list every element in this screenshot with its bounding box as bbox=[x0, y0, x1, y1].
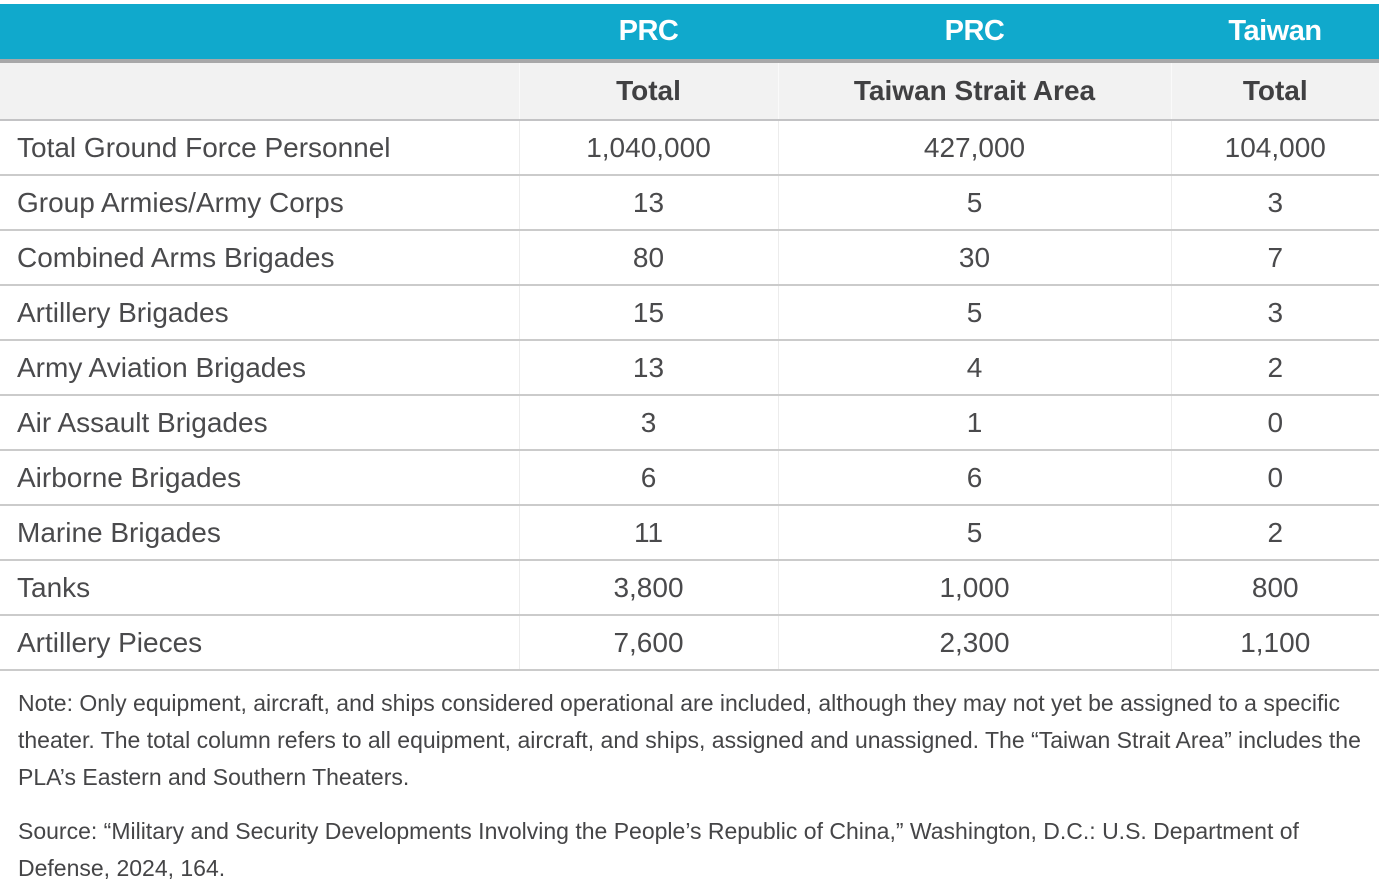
country-header-row bbox=[0, 4, 1379, 61]
cell-prc-strait: 30 bbox=[778, 230, 1171, 285]
row-label: Marine Brigades bbox=[0, 505, 519, 560]
country-header-taiwan: Taiwan bbox=[1171, 4, 1379, 61]
sub-header-blank-cell bbox=[0, 61, 519, 120]
table-row-army-aviation-brigades bbox=[0, 340, 1379, 395]
table-row-artillery-pieces bbox=[0, 615, 1379, 670]
cell-taiwan-total: 800 bbox=[1171, 560, 1379, 615]
table-row-airborne-brigades bbox=[0, 450, 1379, 505]
cell-prc-total: 1,040,000 bbox=[519, 120, 778, 175]
cell-prc-total: 6 bbox=[519, 450, 778, 505]
cell-taiwan-total: 1,100 bbox=[1171, 615, 1379, 670]
cell-taiwan-total: 0 bbox=[1171, 395, 1379, 450]
cell-taiwan-total: 7 bbox=[1171, 230, 1379, 285]
table-row-tanks bbox=[0, 560, 1379, 615]
cell-prc-total: 13 bbox=[519, 175, 778, 230]
cell-prc-total: 11 bbox=[519, 505, 778, 560]
ground-forces-comparison-table bbox=[0, 4, 1379, 671]
cell-taiwan-total: 3 bbox=[1171, 285, 1379, 340]
source-text: Source: “Military and Security Developments Involving the People’s Republic of China,” Washington, D.C.: U.S. Department of Defense, 2024, 164. bbox=[18, 818, 1299, 881]
table-row-group-armies bbox=[0, 175, 1379, 230]
cell-prc-total: 3 bbox=[519, 395, 778, 450]
cell-taiwan-total: 3 bbox=[1171, 175, 1379, 230]
table-row-total-ground-force-personnel bbox=[0, 120, 1379, 175]
table-row-artillery-brigades bbox=[0, 285, 1379, 340]
row-label: Total Ground Force Personnel bbox=[0, 120, 519, 175]
table-row-marine-brigades bbox=[0, 505, 1379, 560]
cell-prc-total: 15 bbox=[519, 285, 778, 340]
row-label: Airborne Brigades bbox=[0, 450, 519, 505]
table-row-air-assault-brigades bbox=[0, 395, 1379, 450]
cell-prc-total: 13 bbox=[519, 340, 778, 395]
cell-prc-total: 80 bbox=[519, 230, 778, 285]
cell-prc-strait: 1 bbox=[778, 395, 1171, 450]
table-row-combined-arms-brigades bbox=[0, 230, 1379, 285]
corner-blank-cell bbox=[0, 4, 519, 61]
sub-header-row bbox=[0, 61, 1379, 120]
cell-prc-strait: 5 bbox=[778, 505, 1171, 560]
cell-taiwan-total: 2 bbox=[1171, 340, 1379, 395]
cell-taiwan-total: 0 bbox=[1171, 450, 1379, 505]
cell-prc-strait: 5 bbox=[778, 175, 1171, 230]
row-label: Tanks bbox=[0, 560, 519, 615]
sub-header-prc-total: Total bbox=[519, 61, 778, 120]
cell-taiwan-total: 104,000 bbox=[1171, 120, 1379, 175]
row-label: Air Assault Brigades bbox=[0, 395, 519, 450]
cell-prc-total: 3,800 bbox=[519, 560, 778, 615]
cell-prc-strait: 6 bbox=[778, 450, 1171, 505]
cell-prc-strait: 4 bbox=[778, 340, 1171, 395]
cell-taiwan-total: 2 bbox=[1171, 505, 1379, 560]
country-header-prc-strait: PRC bbox=[778, 4, 1171, 61]
row-label: Army Aviation Brigades bbox=[0, 340, 519, 395]
row-label: Artillery Brigades bbox=[0, 285, 519, 340]
row-label: Artillery Pieces bbox=[0, 615, 519, 670]
note-text: Note: Only equipment, aircraft, and ships considered operational are included, although they may not yet be assigned to a specific theater. The total column refers to all equipment, aircraft, and ships, assigned and unassigned. The “Taiwan Strait Area” includes the PLA’s Eastern and Southern Theaters. bbox=[18, 690, 1361, 790]
cell-prc-strait: 2,300 bbox=[778, 615, 1171, 670]
row-label: Group Armies/Army Corps bbox=[0, 175, 519, 230]
cell-prc-strait: 5 bbox=[778, 285, 1171, 340]
sub-header-taiwan-total: Total bbox=[1171, 61, 1379, 120]
sub-header-taiwan-strait-area: Taiwan Strait Area bbox=[778, 61, 1171, 120]
cell-prc-strait: 427,000 bbox=[778, 120, 1171, 175]
country-header-prc-total: PRC bbox=[519, 4, 778, 61]
cell-prc-strait: 1,000 bbox=[778, 560, 1171, 615]
cell-prc-total: 7,600 bbox=[519, 615, 778, 670]
row-label: Combined Arms Brigades bbox=[0, 230, 519, 285]
